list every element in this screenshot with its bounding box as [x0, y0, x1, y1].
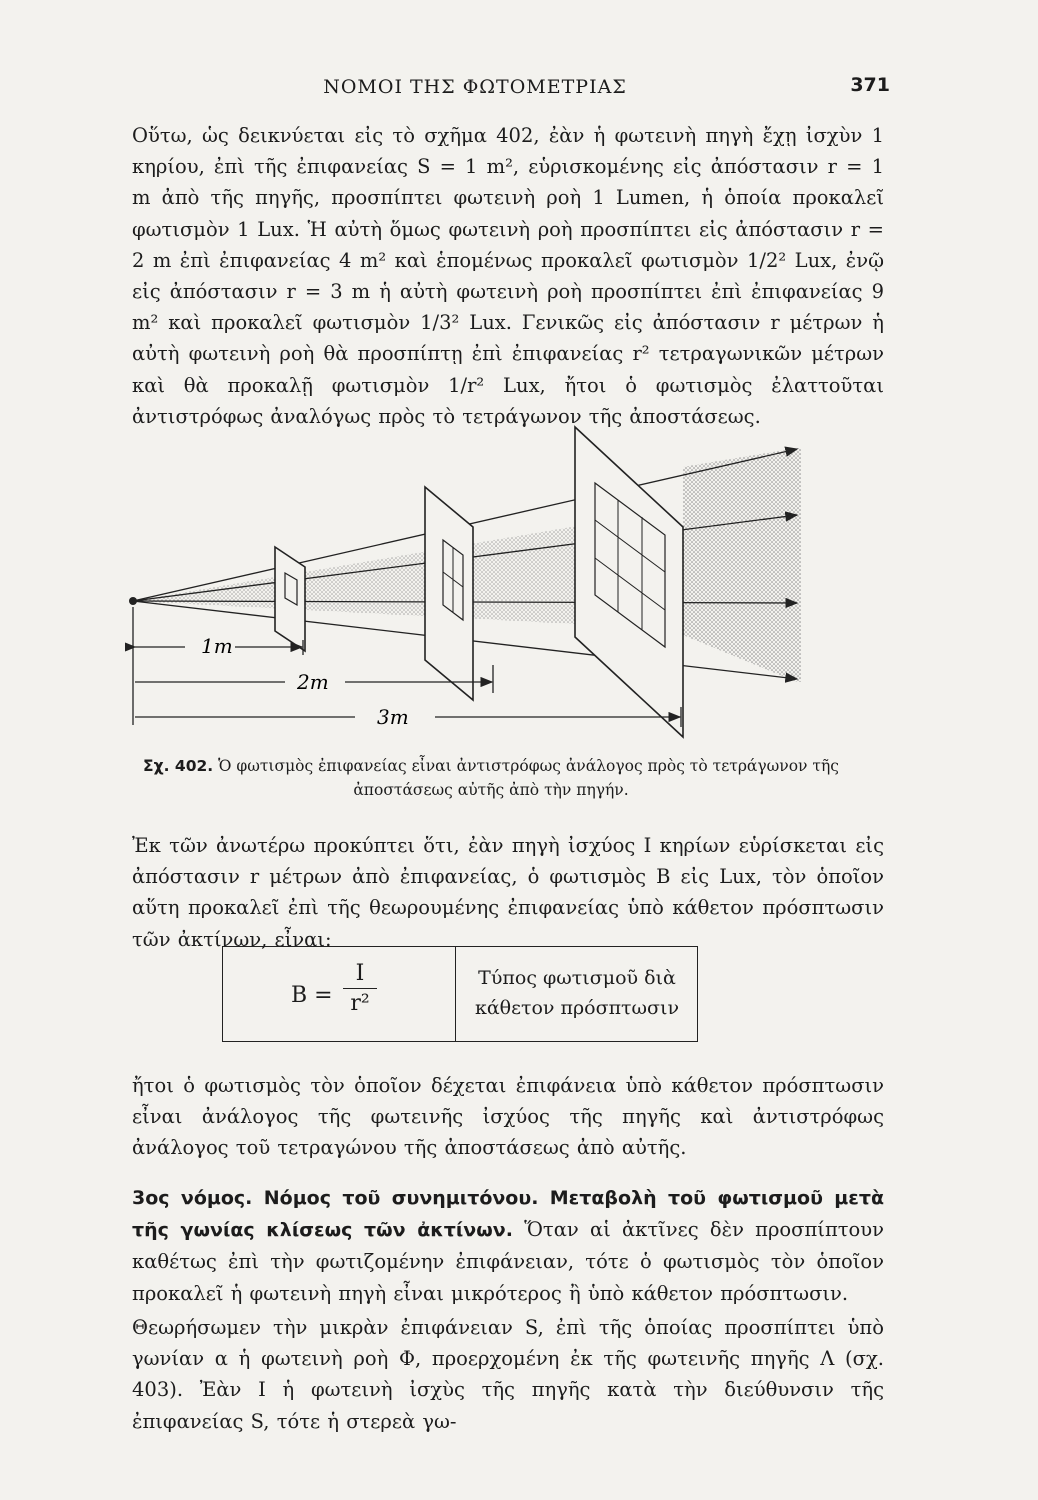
section-body: Ὅταν αἱ ἀκτῖνες δὲν προσπίπτουν καθέτως ἐπὶ τὴν φωτιζομένην ἐπιφάνειαν, τότε ὁ φωτισμὸς τὸν ὁποῖον προκαλεῖ ἡ φωτεινὴ πηγὴ εἶναι μικρότερος ἢ ὑπὸ κάθετον πρόσπτωσιν. [132, 1218, 884, 1305]
illuminance-formula [223, 961, 455, 1031]
caption-number: Σχ. 402. [143, 757, 214, 775]
formula-box-divider [455, 947, 456, 1041]
formula-numerator: I [343, 961, 377, 989]
paragraph-cosine-setup: Θεωρήσωμεν τὴν μικρὰν ἐπιφάνειαν S, ἐπὶ τῆς ὁποίας προσπίπτει ὑπὸ γωνίαν α ἡ φωτεινὴ ροὴ Φ, προερχομένη ἐκ τῆς φωτεινῆς πηγῆς Λ (σχ. 403). Ἐὰν I ἡ φωτεινὴ ἰσχὺς τῆς πηγῆς κατὰ τὴν διεύθυνσιν τῆς ἐπιφανείας S, τότε ἡ στερεὰ γω- [132, 1316, 884, 1433]
formula-fraction [343, 961, 377, 1016]
light-source-point [129, 597, 137, 605]
running-head [60, 74, 890, 104]
screen-2m [425, 487, 473, 700]
figure-402-diagram [125, 415, 845, 745]
section-cosine-law [132, 1182, 884, 1309]
light-cone-far [683, 448, 797, 682]
paragraph-formula-intro: Ἐκ τῶν ἀνωτέρω προκύπτει ὅτι, ἐὰν πηγὴ ἰσχύος I κηρίων εὑρίσκεται εἰς ἀπόστασιν r μέτρων ἀπὸ ἐπιφανείας, ὁ φωτισμὸς B εἰς Lux, τὸν ὁποῖον αὕτη προκαλεῖ ἐπὶ τῆς θεωρουμένης ἐπιφανείας ὑπὸ κάθετον πρόσπτωσιν τῶν ἀκτίνων, εἶναι: [132, 834, 884, 951]
running-title: ΝΟΜΟΙ ΤΗΣ ΦΩΤΟΜΕΤΡΙΑΣ [323, 76, 627, 98]
label-2m: 2m [297, 670, 329, 694]
formula-denominator: r² [350, 991, 370, 1016]
light-cone-tail [797, 448, 801, 682]
formula-description [467, 963, 687, 1023]
formula-description-line1: Τύπος φωτισμοῦ διὰ [478, 967, 676, 989]
label-3m: 3m [377, 705, 409, 729]
label-1m: 1m [201, 634, 233, 658]
formula-description-line2: κάθετον πρόσπτωσιν [474, 997, 680, 1019]
screen-3m [575, 427, 683, 737]
figure-caption [126, 754, 856, 802]
formula-box [222, 946, 698, 1042]
formula-lhs: B = [291, 983, 333, 1008]
paragraph-formula-interpretation: ἤτοι ὁ φωτισμὸς τὸν ὁποῖον δέχεται ἐπιφάνεια ὑπὸ κάθετον πρόσπτωσιν εἶναι ἀνάλογος τῆς φωτεινῆς ἰσχύος τῆς πηγῆς καὶ ἀντιστρόφως ἀνάλογος τοῦ τετραγώνου τῆς ἀποστάσεως ἀπὸ αὐτῆς. [132, 1074, 884, 1160]
section-heading: 3ος νόμος. Νόμος τοῦ συνημιτόνου. Μεταβολὴ τοῦ φωτισμοῦ μετὰ τῆς γωνίας κλίσεως τῶν ἀκτίνων. [132, 1187, 884, 1242]
page-number: 371 [850, 74, 890, 96]
caption-text: Ὁ φωτισμὸς ἐπιφανείας εἶναι ἀντιστρόφως ἀνάλογος πρὸς τὸ τετράγωνον τῆς ἀποστάσεως αὐτῆς ἀπὸ τὴν πηγήν. [218, 757, 839, 799]
paragraph-inverse-square-explanation: Οὕτω, ὡς δεικνύεται εἰς τὸ σχῆμα 402, ἐὰν ἡ φωτεινὴ πηγὴ ἔχῃ ἰσχὺν 1 κηρίου, ἐπὶ τῆς ἐπιφανείας S = 1 m², εὑρισκομένης εἰς ἀπόστασιν r = 1 m ἀπὸ τῆς πηγῆς, προσπίπτει φωτεινὴ ροὴ 1 Lumen, ἡ ὁποία προκαλεῖ φωτισμὸν 1 Lux. Ἡ αὐτὴ ὅμως φωτεινὴ ροὴ προσπίπτει εἰς ἀπόστασιν r = 2 m ἐπὶ ἐπιφανείας 4 m² καὶ ἑπομένως προκαλεῖ φωτισμὸν 1/2² Lux, ἐνῷ εἰς ἀπόστασιν r = 3 m ἡ αὐτὴ φωτεινὴ ροὴ προσπίπτει ἐπὶ ἐπιφανείας 9 m² καὶ προκαλεῖ φωτισμὸν 1/3² Lux. Γενικῶς εἰς ἀπόστασιν r μέτρων ἡ αὐτὴ φωτεινὴ ροὴ θὰ προσπίπτῃ ἐπὶ ἐπιφανείας r² τετραγωνικῶν μέτρων καὶ θὰ προκαλῇ φωτισμὸν 1/r² Lux, ἤτοι ὁ φωτισμὸς ἐλαττοῦται ἀντιστρόφως ἀναλόγως πρὸς τὸ τετράγωνον τῆς ἀποστάσεως. [132, 124, 884, 428]
